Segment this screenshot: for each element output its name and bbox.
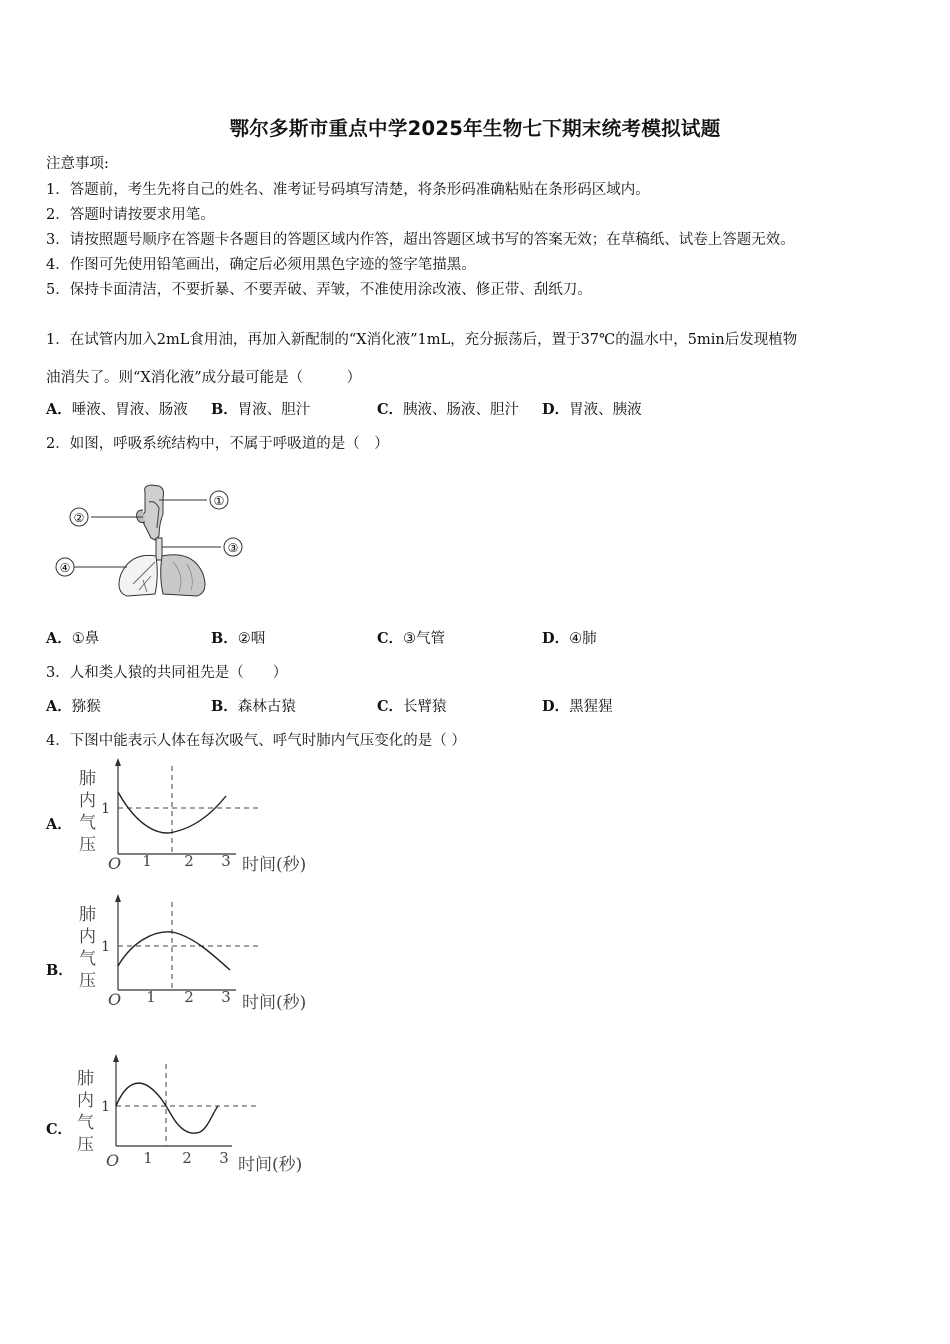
notice-item-3: 3．请按照题号顺序在答题卡各题目的答题区域内作答，超出答题区域书写的答案无效；在草稿纸、试卷上答题无效。 [46,232,795,248]
svg-text:肺: 肺 [79,905,96,925]
graph-a [74,756,334,880]
q2-option-c[interactable]: C．③气管 [377,630,446,647]
svg-text:3: 3 [219,1149,229,1167]
q4-option-c[interactable]: C． [46,1121,73,1138]
svg-text:气: 气 [77,1113,94,1133]
notice-item-1: 1．答题前，考生先将自己的姓名、准考证号码填写清楚，将条形码准确粘贴在条形码区域内。 [46,182,650,198]
notice-item-4: 4．作图可先使用铅笔画出，确定后必须用黑色字迹的签字笔描黑。 [46,257,476,273]
svg-text:1: 1 [143,1149,153,1167]
q1-option-b[interactable]: B．胃液、胆汁 [211,401,311,418]
svg-text:压: 压 [79,835,96,855]
question-2-stem: 2．如图，呼吸系统结构中，不属于呼吸道的是（ ） [46,436,389,452]
svg-text:压: 压 [77,1135,94,1155]
svg-text:时间(秒): 时间(秒) [242,855,307,875]
q1-option-d[interactable]: D．胃液、胰液 [542,401,642,418]
svg-text:3: 3 [221,988,231,1006]
q2-option-b[interactable]: B．②咽 [211,630,266,647]
svg-text:2: 2 [184,852,194,870]
q2-option-d[interactable]: D．④肺 [542,630,597,647]
page-title: 鄂尔多斯市重点中学2025年生物七下期末统考模拟试题 [229,117,721,140]
svg-text:3: 3 [221,852,231,870]
svg-text:压: 压 [79,971,96,991]
diagram-label-1: ① [213,494,225,508]
diagram-label-2: ② [73,511,85,525]
q3-option-c[interactable]: C．长臂猿 [377,698,447,715]
q1-option-a[interactable]: A．唾液、胃液、肠液 [46,401,188,418]
svg-text:内: 内 [79,791,96,811]
svg-text:气: 气 [79,949,96,969]
question-4-stem: 4．下图中能表示人体在每次吸气、呼气时肺内气压变化的是（ ） [46,733,466,749]
notice-item-2: 2．答题时请按要求用笔。 [46,207,215,223]
svg-text:1: 1 [101,1099,110,1115]
diagram-label-4: ④ [59,561,71,575]
svg-text:1: 1 [146,988,156,1006]
q3-option-b[interactable]: B．森林古猿 [211,698,296,715]
svg-text:O: O [106,1151,120,1170]
q2-option-a[interactable]: A．①鼻 [46,630,100,647]
svg-text:2: 2 [184,988,194,1006]
svg-text:内: 内 [79,927,96,947]
diagram-label-3: ③ [227,541,239,555]
svg-text:时间(秒): 时间(秒) [242,993,307,1013]
question-1-stem-line2: 油消失了。则“X消化液”成分最可能是（ ） [46,370,362,386]
q4-option-b[interactable]: B． [46,962,73,979]
svg-text:内: 内 [77,1091,94,1111]
question-1-stem-line1: 1．在试管内加入2mL食用油，再加入新配制的“X消化液”1mL，充分振荡后，置于37℃的温水中，5min后发现植物 [46,332,798,348]
q3-option-d[interactable]: D．黑猩猩 [542,698,613,715]
svg-text:1: 1 [142,852,152,870]
svg-text:O: O [108,990,122,1009]
q1-option-c[interactable]: C．胰液、肠液、胆汁 [377,401,520,418]
svg-text:肺: 肺 [77,1069,94,1089]
graph-c [72,1052,334,1178]
svg-text:1: 1 [101,939,110,955]
svg-text:时间(秒): 时间(秒) [238,1155,303,1175]
q4-option-a[interactable]: A． [46,816,72,833]
graph-b [74,892,334,1016]
svg-text:2: 2 [182,1149,192,1167]
svg-text:气: 气 [79,813,96,833]
svg-text:O: O [108,854,122,873]
notice-heading: 注意事项: [46,156,109,172]
notice-item-5: 5．保持卡面清洁，不要折暴、不要弄破、弄皱，不准使用涂改液、修正带、刮纸刀。 [46,282,592,298]
svg-text:1: 1 [101,801,110,817]
respiratory-system-diagram [55,480,255,602]
q3-option-a[interactable]: A．猕猴 [46,698,101,715]
question-3-stem: 3．人和类人猿的共同祖先是（ ） [46,665,288,681]
svg-text:肺: 肺 [79,769,96,789]
